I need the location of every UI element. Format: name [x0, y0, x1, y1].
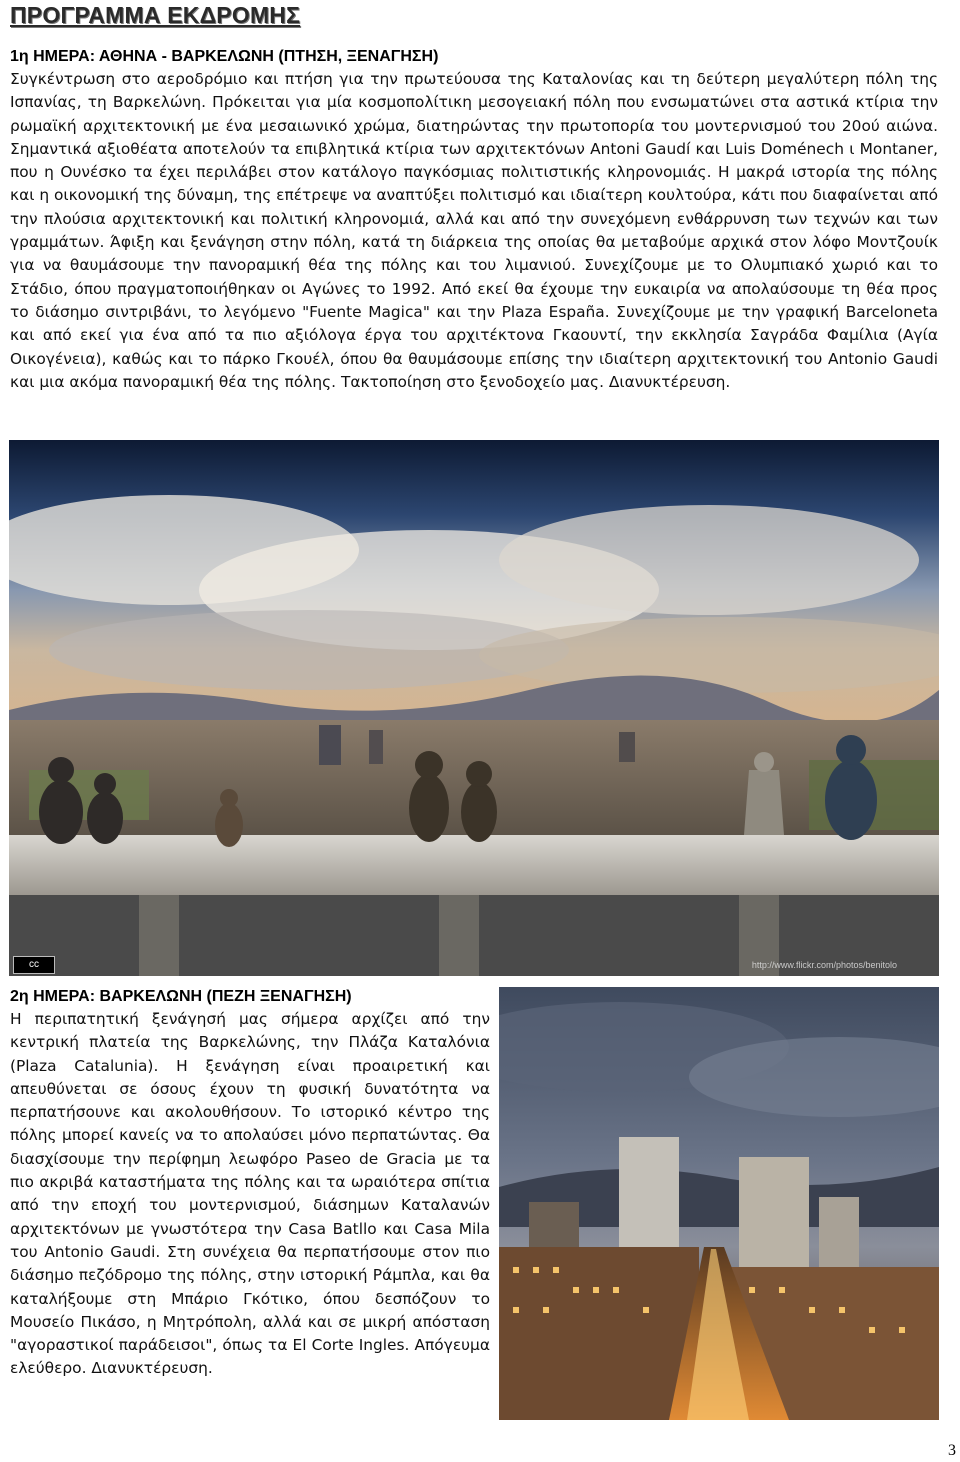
day2-paragraph: Η περιπατητική ξενάγησή μας σήμερα αρχίζει από την κεντρική πλατεία της Βαρκελώνης, την Πλάζα Καταλόνια (Plaza Catalunia). Η ξενάγηση είναι προαιρετική και απευθύνεται σε όσους έχουν τη φυσική δυνατότητα να περπατήσουνε και ακολουθήσουν. Το ιστορικό κέντρο της πόλης μπορεί κανείς να το απολαύσει μόνο περπατώντας. Θα διασχίσουμε την περίφημη λεωφόρο Paseo de Gracia με τα πιο ακριβά καταστήματα της πόλης και τα ωραιότερα σπίτια από την εποχή του μοντερνισμού, διάσημων Καταλανών αρχιτεκτόνων με γνωστότερα την Casa Batllo και Casa Mila του Antonio Gaudi. Στη συνέχεια θα περπατήσουμε στον πιο διάσημο πεζόδρομο της πόλης, στην ιστορική Ράμπλα, και θα καταλήξουμε στη Μπάριο Γκότικο, όπου δεσπόζουν το Μουσείο Πικάσο, η Μητρόπολη, αλλά και σε μικρή απόσταση "αγοραστικοί παράδεισοι", όπως τα El Corte Ingles. Απόγευμα ελεύθερο. Διανυκτέρευση.	[10, 1010, 490, 1378]
photo-watermark: http://www.flickr.com/photos/benitolo	[751, 960, 897, 970]
barcelona-panorama-photo	[9, 440, 939, 976]
page-title: ΠΡΟΓΡΑΜΜΑ ΕΚΔΡΟΜΗΣ	[10, 2, 301, 28]
day2-heading: 2η ΗΜΕΡΑ: ΒΑΡΚΕΛΩΝΗ (ΠΕΖΗ ΞΕΝΑΓΗΣΗ)	[10, 988, 352, 1005]
barcelona-night-photo	[499, 987, 939, 1420]
page-number: 3	[948, 1442, 956, 1459]
day1-heading: 1η ΗΜΕΡΑ: ΑΘΗΝΑ - ΒΑΡΚΕΛΩΝΗ (ΠΤΗΣΗ, ΞΕΝΑΓΗΣΗ)	[10, 48, 439, 65]
day1-paragraph: Συγκέντρωση στο αεροδρόμιο και πτήση για την πρωτεύουσα της Καταλονίας και τη δεύτερη μεγαλύτερη πόλη της Ισπανίας, τη Βαρκελώνη. Πρόκειται για μία κοσμοπολίτικη μεσογειακή πόλη που ενσωματώνει στα αστικά κτίρια την ρωμαϊκή αρχιτεκτονική με ένα μεσαιωνικό χρώμα, διατηρώντας την πρωτοπορία του μοντερνισμού του 20ού αιώνα. Σημαντικά αξιοθέατα αποτελούν τα επιβλητικά κτίρια των αρχιτεκτόνων Antoni Gaudí και Luis Doménech ι Montaner, που η Ουνέσκο τα έχει περιλάβει στον κατάλογο παγκόσμιας πολιτιστικής κληρονομιάς. Η μακρά ιστορία της πόλης και η οικονομική της δύναμη, της επέτρεψε να αναπτύξει πολιτισμό και ιδιαίτερη κουλτούρα, κάτι που διαφαίνεται από την πλούσια αρχιτεκτονική και πολιτική κληρονομιά, αλλά και από την συνεχόμενη ενθάρρυνση των τεχνών και των γραμμάτων. Άφιξη και ξενάγηση στην πόλη, κατά τη διάρκεια της οποίας θα μεταβούμε αρχικά στον λόφο Μοντζουίκ για να θαυμάσουμε την πανοραμική θέα της πόλης και του λιμανιού. Συνεχίζουμε με το Ολυμπιακό χωριό και το Στάδιο, όπου πραγματοποιήθηκαν οι Αγώνες το 1992. Από εκεί θα έχουμε την ευκαιρία να απολαύσουμε τη θέα προς το διάσημο σιντριβάνι, το λεγόμενο "Fuente Magica" και την Plaza España. Συνεχίζουμε με την γραφική Barceloneta και από εκεί για ένα από τα πιο αξιόλογα έργα του αρχιτέκτονα Γκαουντί, την εκκλησία Σαγράδα Φαμίλια (Αγία Οικογένεια), καθώς και το πάρκο Γκουέλ, όπου θα θαυμάσουμε επίσης την ιδιαίτερη αρχιτεκτονική του Antonio Gaudi και μια ακόμα πανοραμική θέα της πόλης. Τακτοποίηση στο ξενοδοχείο μας. Διανυκτέρευση.	[10, 70, 938, 391]
cc-license-icon: cc	[13, 956, 55, 974]
